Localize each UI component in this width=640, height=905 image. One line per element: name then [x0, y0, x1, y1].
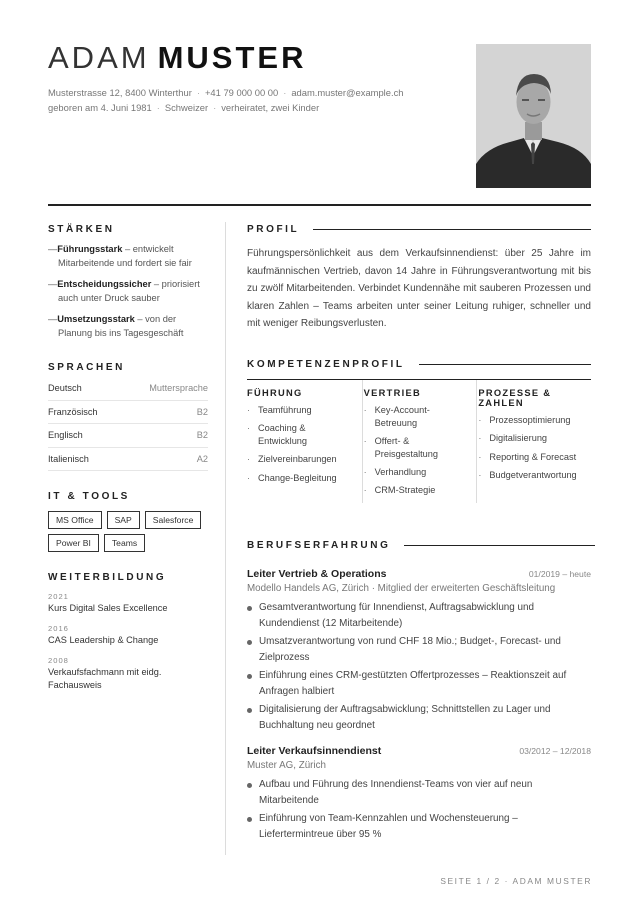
strength-item: —Umsetzungsstark – von der Planung bis ins Tagesgeschäft	[48, 314, 184, 338]
education-year: 2016	[48, 624, 69, 633]
competency-item: · Prozessoptimierung	[478, 414, 582, 427]
competency-item: · Reporting & Forecast	[478, 451, 582, 464]
heading-rule	[404, 545, 595, 546]
competency-title: PROZESSE & ZAHLEN	[478, 388, 552, 408]
job-header	[247, 745, 591, 757]
tool-tag: MS Office	[48, 511, 102, 529]
education-title: Verkaufsfachmann mit eidg. Fachausweis	[48, 667, 162, 690]
job-company: Muster AG, Zürich	[247, 760, 326, 771]
tools-heading: IT & TOOLS	[48, 491, 130, 502]
competency-item: · CRM-Strategie	[364, 484, 468, 497]
profile-text: Führungspersönlichkeit aus dem Verkaufsinnendienst: über 25 Jahre im kaufmännischen Vertrieb, davon 14 Jahre in Führungsverantwortung mit bis zu zwölf Mitarbeitenden. Verbindet Kundennähe mit sauberen Prozessen und klaren Zahlen – Teams arbeiten unter seiner Leitung ruhiger, schneller und mit weniger Reibungsverlusten.	[247, 248, 591, 329]
candidate-name	[48, 40, 468, 76]
email[interactable]: adam.muster@example.ch	[291, 87, 404, 98]
education-year: 2021	[48, 592, 69, 601]
job-bullets	[247, 777, 591, 843]
job-bullet: Aufbau und Führung des Innendienst-Teams von vier auf neun Mitarbeitende	[247, 777, 591, 809]
separator: ·	[156, 102, 160, 113]
nationality: Schweizer	[164, 102, 209, 113]
language-row: Englisch B2	[48, 424, 208, 448]
cv-header	[48, 40, 468, 115]
contact-line	[48, 85, 468, 100]
strengths-list	[48, 243, 208, 340]
tool-tag: SAP	[107, 511, 140, 529]
languages-heading: SPRACHEN	[48, 362, 125, 373]
competencies-heading-row	[247, 359, 591, 370]
separator: ·	[196, 87, 200, 98]
competency-item: · Zielvereinbarungen	[247, 453, 351, 466]
competency-item: · Digitalisierung	[478, 432, 582, 445]
experience-section	[247, 540, 591, 845]
last-name: MUSTER	[157, 40, 307, 75]
competencies-heading: KOMPETENZENPROFIL	[247, 359, 405, 370]
job-date: 01/2019 – heute	[528, 569, 591, 579]
header-divider	[48, 204, 591, 206]
tool-tag: Power BI	[48, 534, 99, 552]
competency-column	[247, 380, 362, 503]
profile-heading-row	[247, 224, 591, 235]
competency-item: · Coaching & Entwicklung	[247, 422, 351, 448]
column-divider	[225, 222, 226, 855]
profile-section	[247, 224, 591, 333]
job-bullet: Einführung von Team-Kennzahlen und Wochensteuerung – Liefertermintreue über 95 %	[247, 811, 591, 843]
separator: ·	[213, 102, 217, 113]
competency-title: FÜHRUNG	[247, 388, 303, 398]
portrait-photo	[476, 44, 591, 188]
strengths-heading: STÄRKEN	[48, 224, 115, 235]
education-title: Kurs Digital Sales Excellence	[48, 603, 168, 613]
competency-item: · Budgetverantwortung	[478, 469, 582, 482]
job-bullet: Gesamtverantwortung für Innendienst, Auftragsabwicklung und Kundendienst (12 Mitarbeitende)	[247, 600, 591, 632]
competency-item: · Verhandlung	[364, 466, 468, 479]
left-column	[48, 224, 208, 692]
competency-item: · Change-Begleitung	[247, 472, 351, 485]
job-title: Leiter Verkaufsinnendienst	[247, 745, 382, 757]
experience-heading: BERUFSERFAHRUNG	[247, 540, 391, 551]
job-company: Modello Handels AG, Zürich · Mitglied der erweiterten Geschäftsleitung	[247, 583, 556, 594]
competency-item: · Offert- & Preisgestaltung	[364, 435, 468, 461]
portrait-illustration	[476, 44, 591, 188]
education-heading: WEITERBILDUNG	[48, 572, 167, 583]
language-row: Deutsch Muttersprache	[48, 377, 208, 401]
marital-status: verheiratet, zwei Kinder	[221, 102, 320, 113]
languages-list	[48, 377, 208, 471]
job-bullets	[247, 600, 591, 734]
tools-list	[48, 511, 208, 552]
education-list	[48, 592, 208, 692]
job-title: Leiter Vertrieb & Operations	[247, 568, 387, 580]
experience-heading-row	[247, 540, 591, 551]
competency-item: · Key-Account-Betreuung	[364, 404, 468, 430]
competencies-grid	[247, 379, 591, 503]
education-title: CAS Leadership & Change	[48, 635, 159, 645]
birth-date: geboren am 4. Juni 1981	[48, 102, 152, 113]
competency-column	[476, 380, 591, 503]
first-name: ADAM	[48, 40, 150, 75]
personal-line	[48, 100, 468, 115]
competency-item: · Teamführung	[247, 404, 351, 417]
tool-tag: Teams	[104, 534, 145, 552]
address: Musterstrasse 12, 8400 Winterthur	[48, 87, 192, 98]
phone[interactable]: +41 79 000 00 00	[204, 87, 279, 98]
competency-column	[362, 380, 477, 503]
heading-rule	[419, 364, 591, 365]
competency-title: VERTRIEB	[363, 388, 422, 398]
tool-tag: Salesforce	[145, 511, 202, 529]
strength-item: —Entscheidungssicher – priorisiert auch unter Druck sauber	[48, 279, 200, 303]
competencies-section	[247, 359, 591, 503]
education-year: 2008	[48, 656, 69, 665]
heading-rule	[313, 229, 591, 230]
job-bullet: Einführung eines CRM-gestützten Offertprozesses – Reaktionszeit auf Anfragen halbiert	[247, 668, 591, 700]
strength-item: —Führungsstark – entwickelt Mitarbeitende und fordert sie fair	[48, 244, 192, 268]
job-header	[247, 568, 591, 580]
job-date: 03/2012 – 12/2018	[519, 746, 591, 756]
profile-heading: PROFIL	[247, 224, 300, 235]
language-row: Französisch B2	[48, 401, 208, 425]
page-footer: SEITE 1 / 2 · ADAM MUSTER	[440, 876, 592, 886]
job-entry	[247, 568, 591, 734]
job-entry	[247, 745, 591, 843]
job-bullet: Umsatzverantwortung von rund CHF 18 Mio.; Budget-, Forecast- und Zielprozess	[247, 634, 591, 666]
separator: ·	[283, 87, 287, 98]
job-bullet: Digitalisierung der Auftragsabwicklung; Schnittstellen zu Lager und Buchhaltung neu geordnet	[247, 702, 591, 734]
language-row: Italienisch A2	[48, 448, 208, 472]
